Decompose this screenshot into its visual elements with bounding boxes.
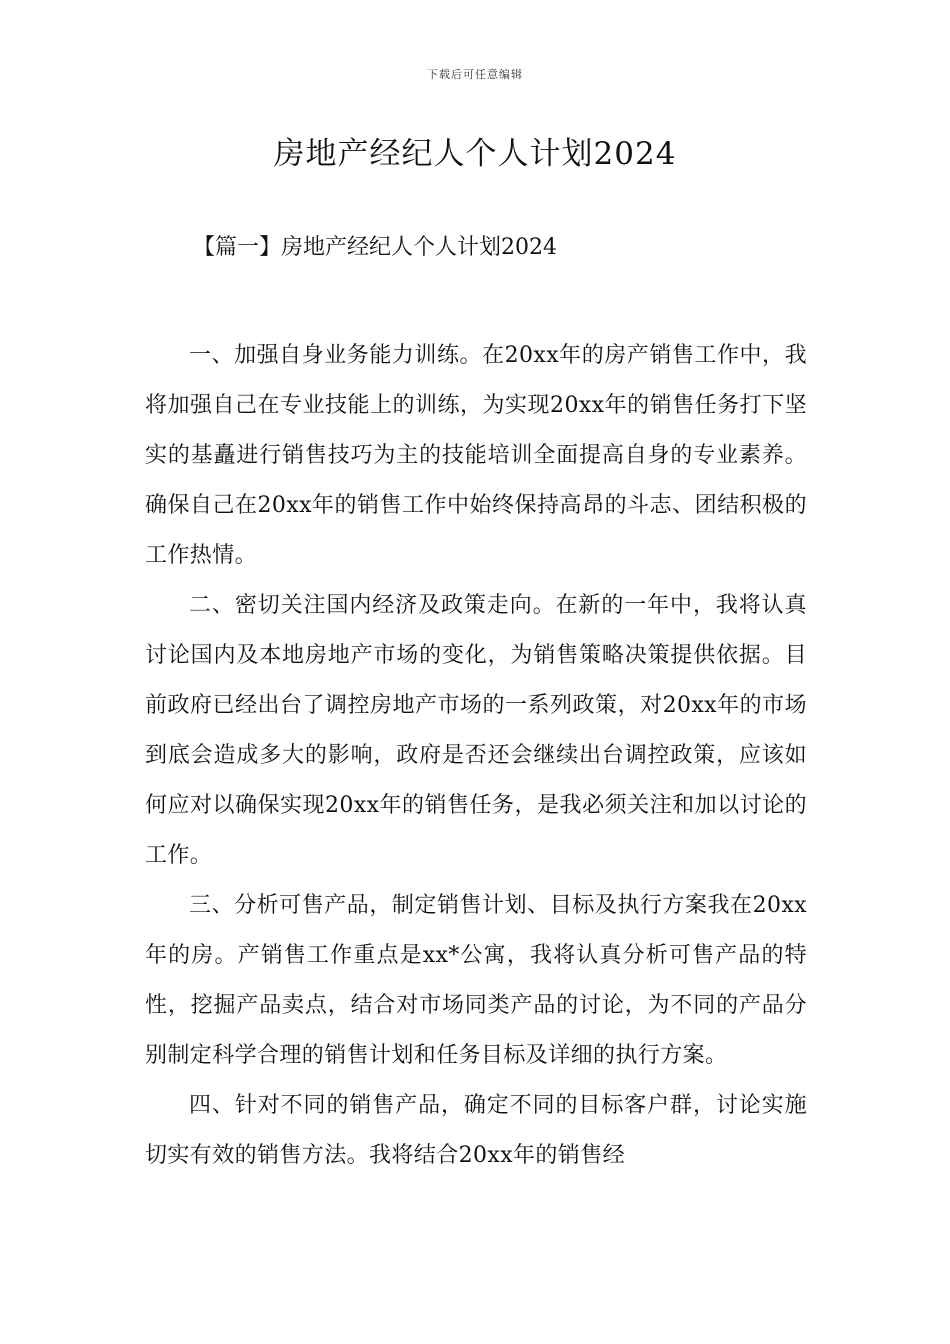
document-title: 房地产经纪人个人计划2024 [273, 136, 677, 172]
paragraph-1: 一、加强自身业务能力训练。在20xx年的房产销售工作中，我将加强自己在专业技能上的训练，为实现20xx年的销售任务打下坚实的基矗进行销售技巧为主的技能培训全面提高自身的专业素养。确保自己在20xx年的销售工作中始终保持高昂的斗志、团结积极的工作热情。 [145, 343, 807, 568]
paragraph-2: 二、密切关注国内经济及政策走向。在新的一年中，我将认真讨论国内及本地房地产市场的变化，为销售策略决策提供依据。目前政府已经出台了调控房地产市场的一系列政策，对20xx年的市场到底会造成多大的影响，政府是否还会继续出台调控政策，应该如何应对以确保实现20xx年的销售任务，是我必须关注和加以讨论的工作。 [145, 593, 807, 868]
section-heading: 【篇一】房地产经纪人个人计划2024 [193, 235, 557, 260]
header-note: 下载后可任意编辑 [427, 68, 523, 81]
paragraph-4: 四、针对不同的销售产品，确定不同的目标客户群，讨论实施切实有效的销售方法。我将结合20xx年的销售经 [145, 1093, 807, 1168]
paragraph-3: 三、分析可售产品，制定销售计划、目标及执行方案我在20xx年的房。产销售工作重点是xx*公寓，我将认真分析可售产品的特性，挖掘产品卖点，结合对市场同类产品的讨论，为不同的产品分别制定科学合理的销售计划和任务目标及详细的执行方案。 [145, 893, 807, 1068]
document-body [145, 331, 807, 1231]
